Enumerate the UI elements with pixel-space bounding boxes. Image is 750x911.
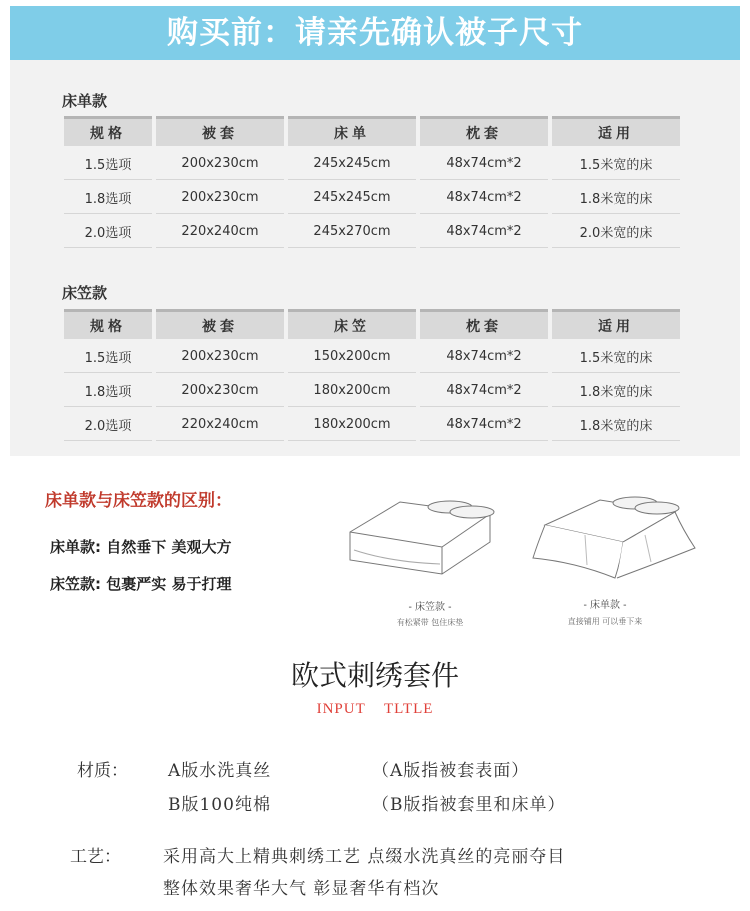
fitted-description: 床笠款: 包裹严实 易于打理 [50, 575, 232, 593]
table-row [64, 148, 680, 180]
craft-line-1: 采用高大上精典刺绣工艺 点缀水洗真丝的亮丽夺目 [163, 847, 566, 867]
table-cell: 180x200cm [288, 409, 416, 441]
fitted-note: 有松紧带 包住床垫 [396, 618, 464, 627]
flat-sheet-illustration [525, 490, 705, 585]
header-cell: 床单 [288, 116, 416, 146]
material-a-note: （A版指被套表面） [372, 761, 530, 781]
difference-title: 床单款与床笠款的区别： [45, 491, 232, 511]
table-cell: 150x200cm [288, 341, 416, 373]
table-cell: 180x200cm [288, 375, 416, 407]
table-cell: 48x74cm*2 [420, 341, 548, 373]
table-row [64, 341, 680, 373]
banner-title: 购买前：请亲先确认被子尺寸 [10, 6, 740, 60]
table-cell: 200x230cm [156, 148, 284, 180]
sheet-description: 床单款: 自然垂下 美观大方 [50, 538, 232, 556]
table-cell: 48x74cm*2 [420, 148, 548, 180]
table-cell: 48x74cm*2 [420, 375, 548, 407]
table-cell: 48x74cm*2 [420, 216, 548, 248]
fitted-bed-illustration [340, 492, 515, 587]
table-cell: 200x230cm [156, 182, 284, 214]
table-cell: 1.8米宽的床 [552, 182, 680, 214]
table-cell: 1.8选项 [64, 375, 152, 407]
table-cell: 220x240cm [156, 216, 284, 248]
table-cell: 245x245cm [288, 182, 416, 214]
table-row [64, 409, 680, 441]
sheet-note: 直接铺用 可以垂下来 [567, 617, 643, 626]
header-cell: 被套 [156, 116, 284, 146]
header-cell: 枕套 [420, 116, 548, 146]
header-cell: 枕套 [420, 309, 548, 339]
table-header-row [64, 309, 680, 339]
material-label: 材质： [77, 761, 128, 781]
header-cell: 规格 [64, 309, 152, 339]
table-cell: 1.5米宽的床 [552, 341, 680, 373]
table-cell: 1.5选项 [64, 341, 152, 373]
table-cell: 1.8米宽的床 [552, 409, 680, 441]
material-b-note: （B版指被套里和床单） [372, 795, 566, 815]
table-cell: 1.5选项 [64, 148, 152, 180]
header-cell: 床笠 [288, 309, 416, 339]
material-b: B版100纯棉 [168, 795, 271, 815]
sheet-size-table [60, 114, 684, 250]
table-row [64, 182, 680, 214]
craft-label: 工艺： [70, 847, 121, 867]
material-a: A版水洗真丝 [168, 761, 272, 781]
table-cell: 2.0选项 [64, 409, 152, 441]
product-title: 欧式刺绣套件 [290, 659, 459, 692]
table-row [64, 375, 680, 407]
sheet-caption: - 床单款 - [583, 600, 627, 611]
fitted-section-title: 床笠款 [62, 284, 108, 302]
product-subtitle: INPUT TLTLE [316, 701, 434, 717]
header-cell: 被套 [156, 309, 284, 339]
table-cell: 200x230cm [156, 375, 284, 407]
table-cell: 200x230cm [156, 341, 284, 373]
table-cell: 2.0米宽的床 [552, 216, 680, 248]
table-cell: 2.0选项 [64, 216, 152, 248]
fitted-size-table [60, 307, 684, 443]
table-cell: 245x270cm [288, 216, 416, 248]
table-cell: 1.8米宽的床 [552, 375, 680, 407]
header-cell: 适用 [552, 309, 680, 339]
sheet-section-title: 床单款 [62, 92, 108, 110]
table-cell: 48x74cm*2 [420, 409, 548, 441]
table-cell: 245x245cm [288, 148, 416, 180]
table-cell: 48x74cm*2 [420, 182, 548, 214]
header-cell: 规格 [64, 116, 152, 146]
table-cell: 1.5米宽的床 [552, 148, 680, 180]
table-row [64, 216, 680, 248]
table-cell: 1.8选项 [64, 182, 152, 214]
fitted-caption: - 床笠款 - [408, 602, 452, 613]
header-cell: 适用 [552, 116, 680, 146]
table-cell: 220x240cm [156, 409, 284, 441]
table-header-row [64, 116, 680, 146]
craft-line-2: 整体效果奢华大气 彰显奢华有档次 [163, 879, 440, 899]
